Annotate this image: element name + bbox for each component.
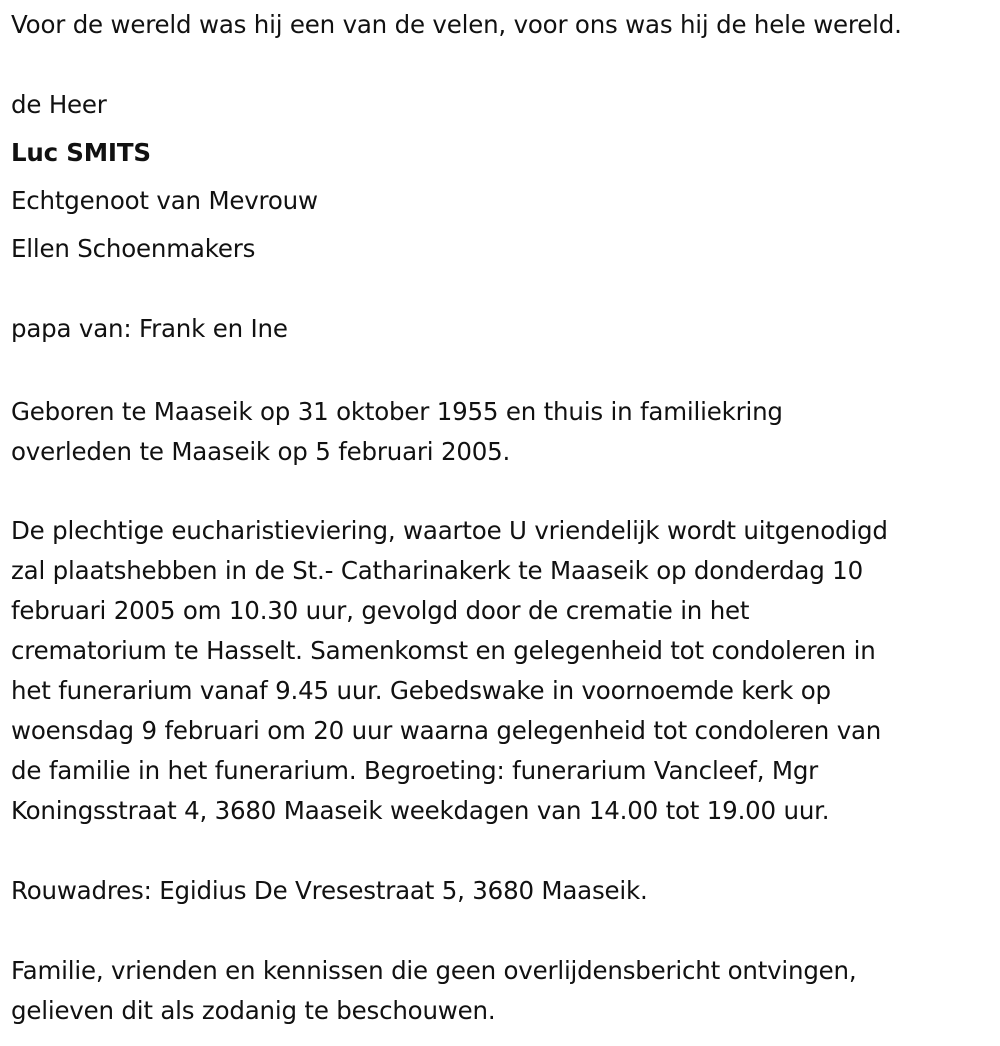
paragraph-line: zal plaatshebben in de St.- Catharinakerk te Maaseik op donderdag 10	[11, 556, 863, 585]
paragraph-line: De plechtige eucharistieviering, waartoe U vriendelijk wordt uitgenodigd	[11, 516, 888, 545]
paragraph-line: de familie in het funerarium. Begroeting: funerarium Vancleef, Mgr	[11, 756, 819, 785]
paragraph-line: overleden te Maaseik op 5 februari 2005.	[11, 437, 511, 466]
mourning-address-paragraph	[11, 871, 648, 911]
paragraph-line: Familie, vrienden en kennissen die geen overlijdensbericht ontvingen,	[11, 956, 857, 985]
children-line: papa van: Frank en Ine	[11, 314, 288, 343]
memorial-quote: Voor de wereld was hij een van de velen, voor ons was hij de hele wereld.	[11, 10, 902, 39]
paragraph-line: Koningsstraat 4, 3680 Maaseik weekdagen van 14.00 tot 19.00 uur.	[11, 796, 830, 825]
paragraph-line: het funerarium vanaf 9.45 uur. Gebedswake in voornoemde kerk op	[11, 676, 831, 705]
deceased-name: Luc SMITS	[11, 138, 151, 167]
spouse-name: Ellen Schoenmakers	[11, 234, 256, 263]
paragraph-line: Geboren te Maaseik op 31 oktober 1955 en thuis in familiekring	[11, 397, 783, 426]
paragraph-line: crematorium te Hasselt. Samenkomst en gelegenheid tot condoleren in	[11, 636, 876, 665]
paragraph-line: gelieven dit als zodanig te beschouwen.	[11, 996, 496, 1025]
paragraph-line: februari 2005 om 10.30 uur, gevolgd door de crematie in het	[11, 596, 750, 625]
birth-death-paragraph	[11, 392, 783, 472]
paragraph-line: woensdag 9 februari om 20 uur waarna gelegenheid tot condoleren van	[11, 716, 882, 745]
service-paragraph	[11, 511, 888, 831]
mourning-address: Rouwadres: Egidius De Vresestraat 5, 3680 Maaseik.	[11, 876, 648, 905]
family-notice-paragraph	[11, 951, 856, 1031]
spouse-label: Echtgenoot van Mevrouw	[11, 186, 318, 215]
honorific-title: de Heer	[11, 90, 107, 119]
